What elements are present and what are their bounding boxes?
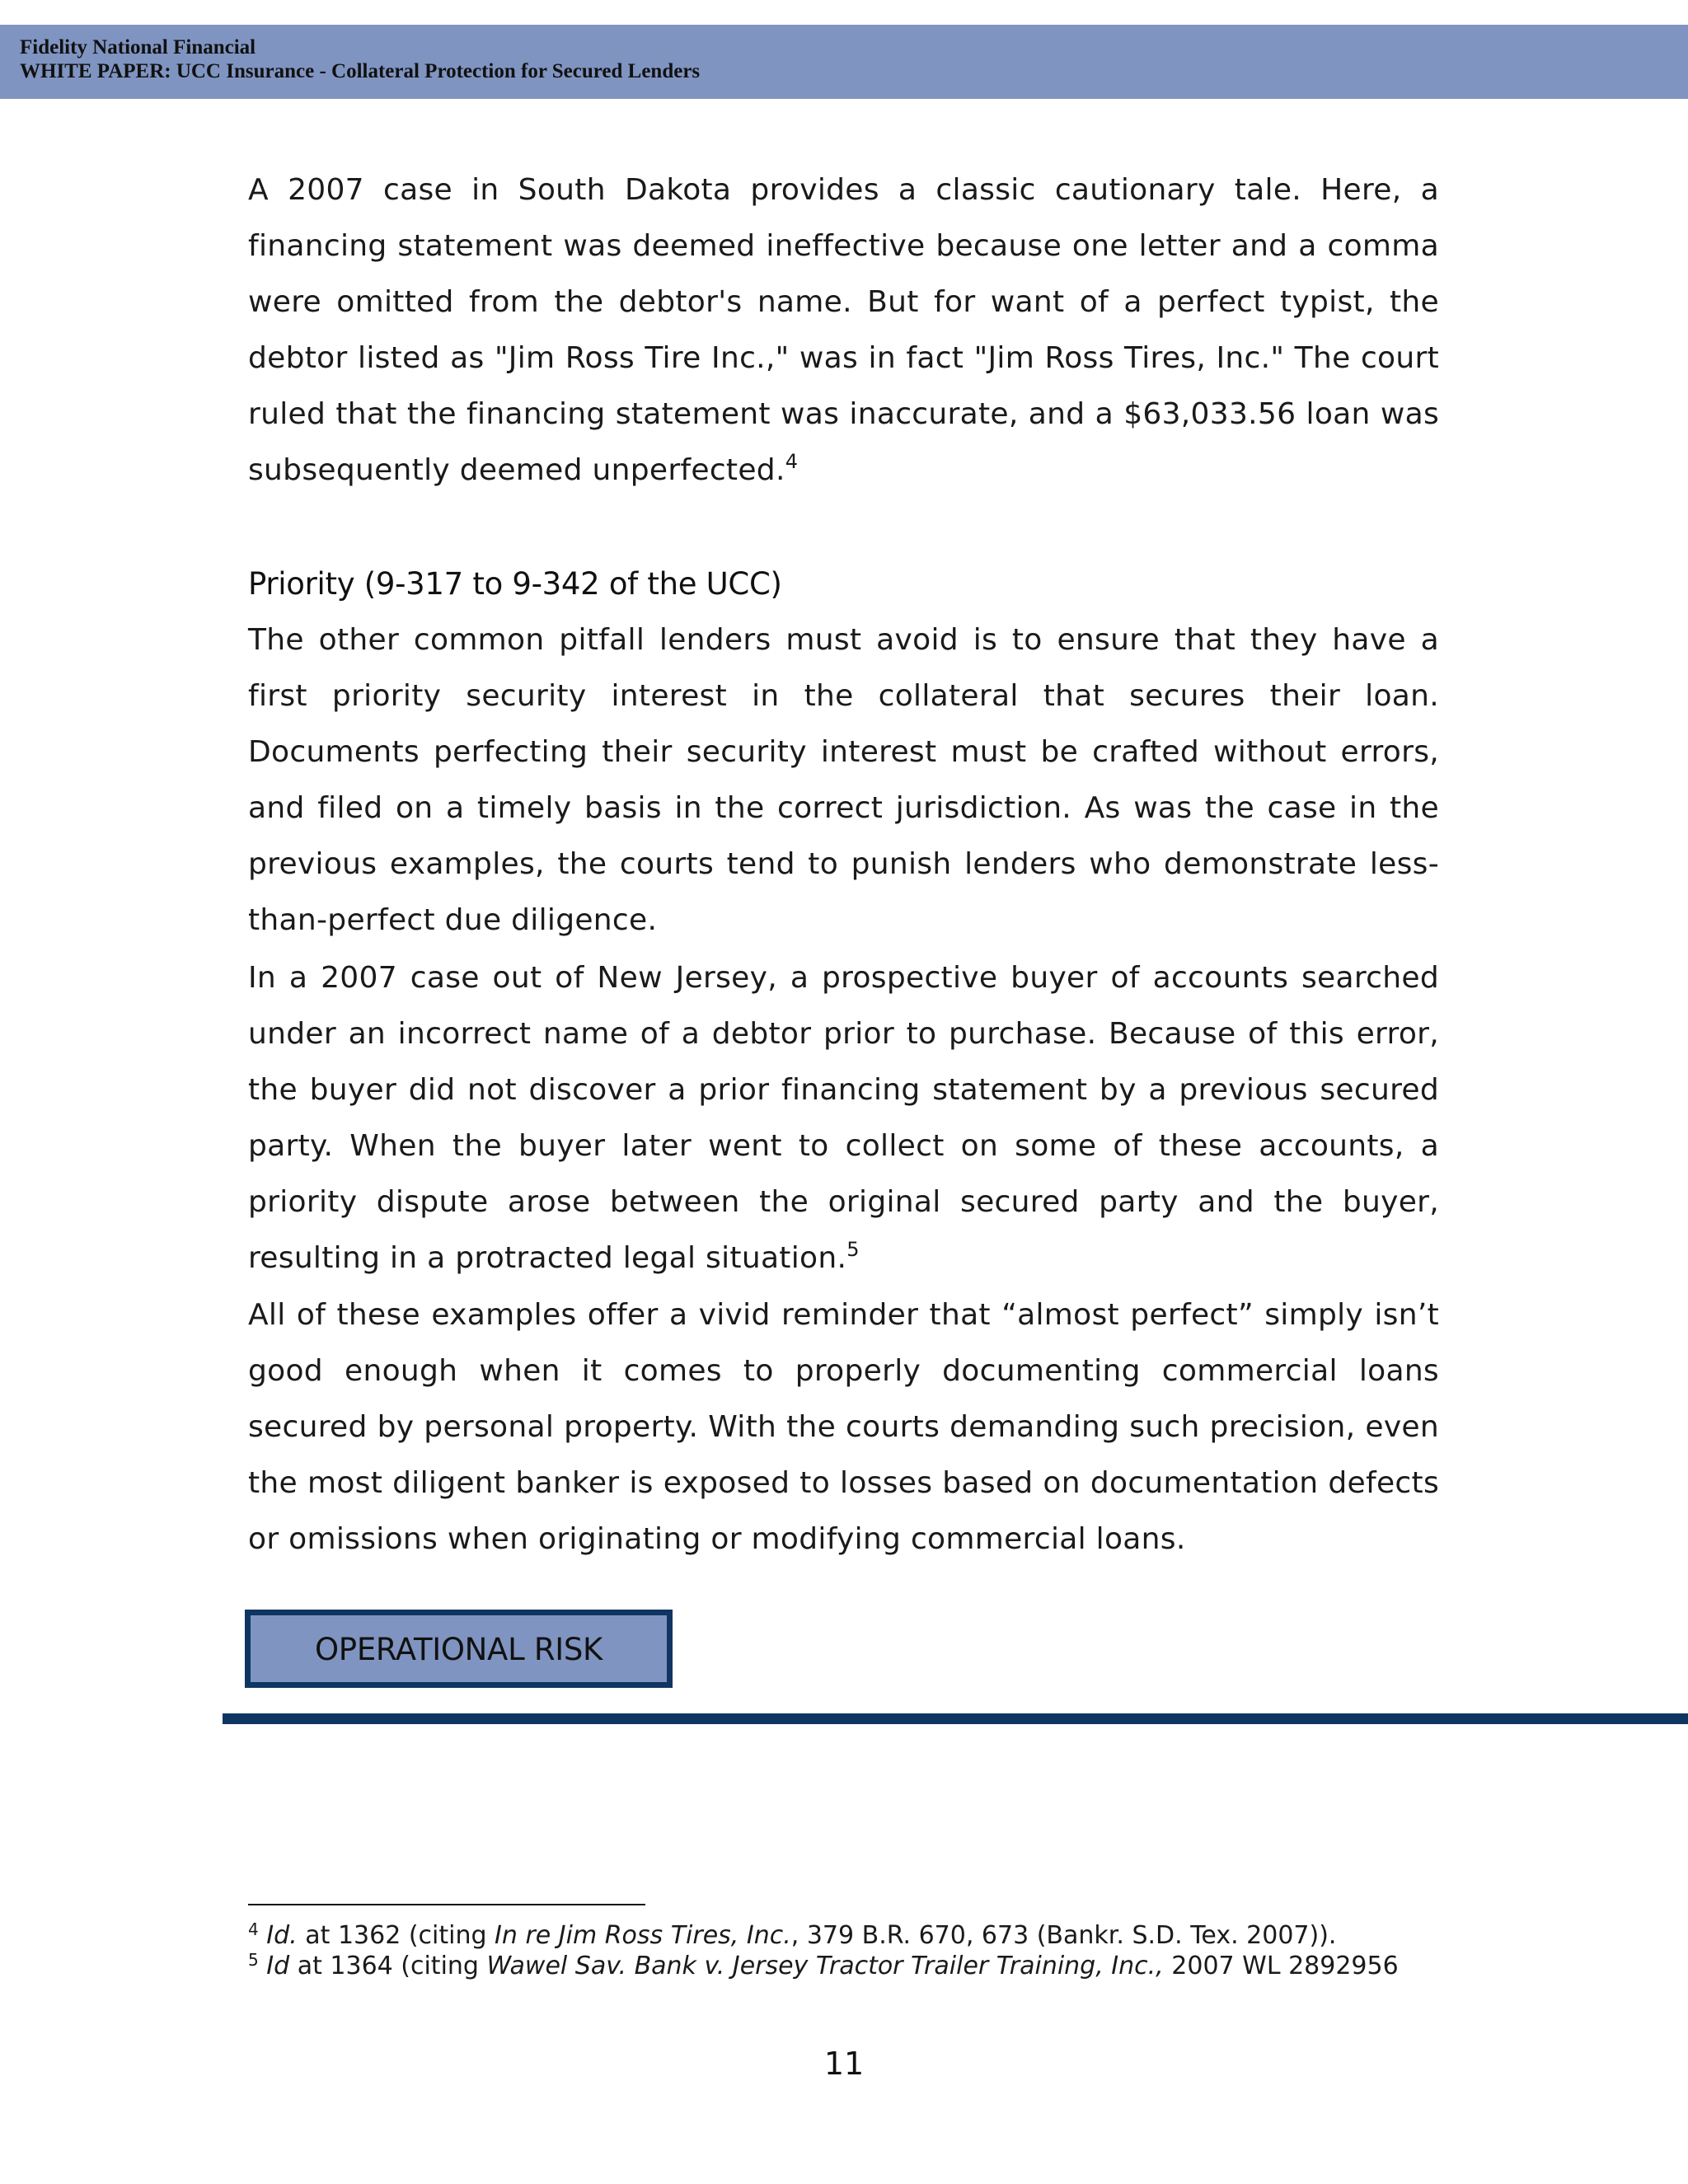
footnote-text: , 379 B.R. 670, 673 (Bankr. S.D. Tex. 2007)). [790,1921,1337,1950]
footnote-text: at 1362 (citing [297,1921,495,1950]
paragraph-text: All of these examples offer a vivid reminder that “almost perfect” simply isn’t good enough when it comes to properly documenting commercial loans secured by personal property. With the courts demanding such precision, even the most diligent banker is exposed to losses based on documentation defects or omissions when originating or modifying commercial loans. [248,1298,1439,1556]
footnote-5 [248,1951,1567,1982]
header-document-title: WHITE PAPER: UCC Insurance - Collateral Protection for Secured Lenders [20,60,701,82]
section-heading-priority: Priority (9-317 to 9-342 of the UCC) [248,566,782,602]
section-label-box [245,1610,673,1688]
footnote-reference-5[interactable]: 5 [846,1238,860,1261]
paragraph-new-jersey-case [248,950,1439,1286]
footnote-reference-4[interactable]: 4 [785,450,799,473]
footnote-id: Id [266,1952,290,1980]
paragraph-priority-pitfall [248,612,1439,949]
footnote-4 [248,1920,1567,1952]
footnote-id: Id. [266,1921,298,1950]
paragraph-text: A 2007 case in South Dakota provides a classic cautionary tale. Here, a financing statement was deemed ineffective because one letter and a comma were omitted from the debtor's name. But for want of a perfect typist, the debtor listed as "Jim Ross Tire Inc.," was in fact "Jim Ross Tires, Inc." The court ruled that the financing statement was inaccurate, and a $63,033.56 loan was subsequently deemed unperfected. [248,173,1439,487]
document-header [0,25,1688,99]
footnote-text: 2007 WL 2892956 [1163,1952,1399,1980]
footnote-case-name: In re Jim Ross Tires, Inc. [495,1921,791,1950]
footnote-separator [248,1904,645,1905]
footnote-case-name: Wawel Sav. Bank v. Jersey Tractor Trailer Training, Inc., [486,1952,1164,1980]
paragraph-text: In a 2007 case out of New Jersey, a prospective buyer of accounts searched under an incorrect name of a debtor prior to purchase. Because of this error, the buyer did not discover a prior financing statement by a previous secured party. When the buyer later went to collect on some of these accounts, a priority dispute arose between the original secured party and the buyer, resulting in a protracted legal situation. [248,961,1439,1275]
section-divider-rule [223,1713,1688,1724]
paragraph-south-dakota-case [248,162,1439,499]
page-number: 11 [823,2046,865,2082]
section-label-operational-risk: OPERATIONAL RISK [314,1632,603,1667]
paragraph-summary [248,1287,1439,1568]
footnote-number: 5 [248,1950,259,1970]
footnote-number: 4 [248,1919,259,1939]
header-company-name: Fidelity National Financial [20,36,256,59]
paragraph-text: The other common pitfall lenders must avoid is to ensure that they have a first priority security interest in the collateral that secures their loan. Documents perfecting their security interest must be crafted without errors, and filed on a timely basis in the correct jurisdiction. As was the case in the previous examples, the courts tend to punish lenders who demonstrate less-than-perfect due diligence. [248,623,1439,937]
footnote-text: at 1364 (citing [289,1952,487,1980]
